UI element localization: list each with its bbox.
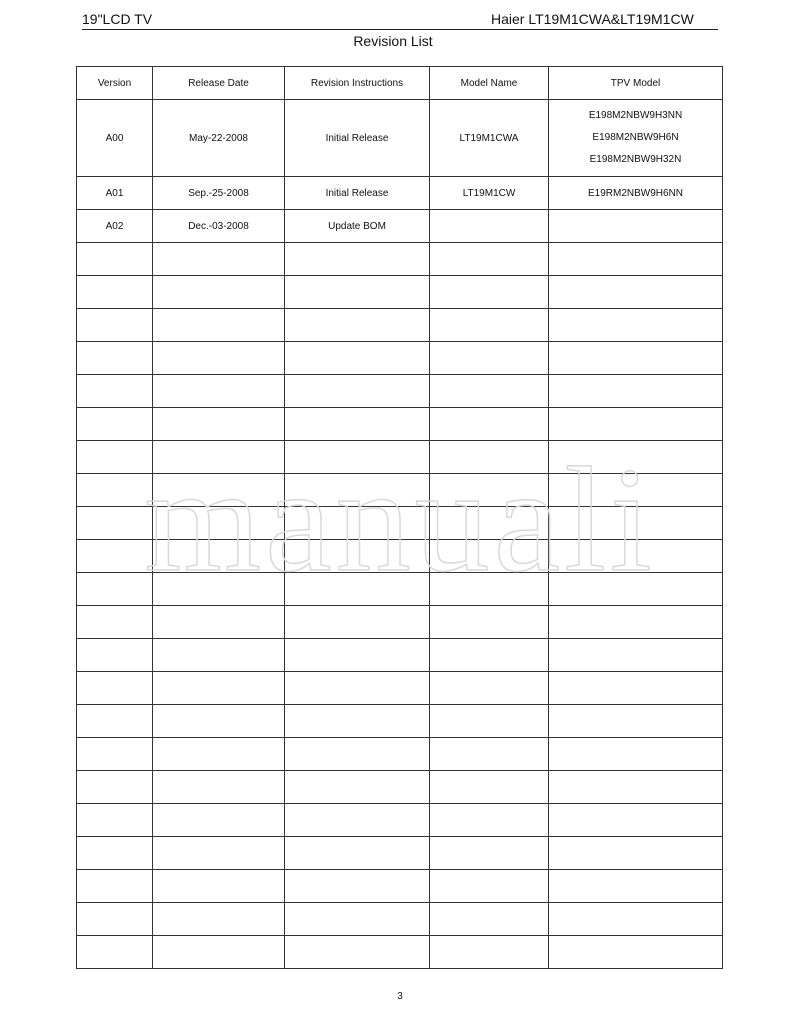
cell-revision-instructions	[285, 342, 430, 375]
table-row-empty	[77, 309, 723, 342]
table-row-empty	[77, 903, 723, 936]
table-row-empty	[77, 243, 723, 276]
watermark-text: manuali	[144, 440, 656, 590]
cell-release-date	[153, 936, 285, 969]
cell-revision-instructions	[285, 441, 430, 474]
cell-model-name	[430, 606, 549, 639]
cell-release-date: May-22-2008	[153, 100, 285, 177]
cell-tpv-model	[549, 276, 723, 309]
table-row-empty	[77, 540, 723, 573]
cell-version	[77, 540, 153, 573]
cell-tpv-model	[549, 243, 723, 276]
cell-revision-instructions: Initial Release	[285, 177, 430, 210]
cell-release-date	[153, 507, 285, 540]
cell-model-name	[430, 408, 549, 441]
cell-version	[77, 375, 153, 408]
column-header-revision-instructions: Revision Instructions	[285, 67, 430, 100]
cell-tpv-model	[549, 936, 723, 969]
cell-release-date	[153, 342, 285, 375]
cell-model-name	[430, 771, 549, 804]
cell-release-date	[153, 243, 285, 276]
cell-revision-instructions	[285, 705, 430, 738]
table-row-empty	[77, 639, 723, 672]
table-row-empty	[77, 573, 723, 606]
cell-version	[77, 705, 153, 738]
cell-version	[77, 408, 153, 441]
cell-tpv-model	[549, 738, 723, 771]
table-row-empty	[77, 936, 723, 969]
cell-model-name	[430, 375, 549, 408]
table-row	[77, 210, 723, 243]
cell-version	[77, 936, 153, 969]
cell-tpv-model	[549, 771, 723, 804]
table-row-empty	[77, 342, 723, 375]
cell-release-date	[153, 606, 285, 639]
cell-release-date: Sep.-25-2008	[153, 177, 285, 210]
tpv-model-entry: E198M2NBW9H3NN	[588, 110, 683, 121]
cell-revision-instructions	[285, 540, 430, 573]
table-row-empty	[77, 507, 723, 540]
cell-model-name	[430, 672, 549, 705]
cell-release-date	[153, 870, 285, 903]
cell-tpv-model	[549, 870, 723, 903]
cell-tpv-model	[549, 804, 723, 837]
cell-revision-instructions	[285, 243, 430, 276]
cell-version	[77, 771, 153, 804]
cell-release-date	[153, 705, 285, 738]
cell-tpv-model	[549, 573, 723, 606]
table-row-empty	[77, 870, 723, 903]
cell-version	[77, 903, 153, 936]
revision-table	[76, 66, 723, 969]
cell-version: A00	[77, 100, 153, 177]
page-number: 3	[397, 991, 403, 1002]
cell-version	[77, 342, 153, 375]
cell-tpv-model	[549, 210, 723, 243]
cell-version	[77, 837, 153, 870]
cell-release-date	[153, 738, 285, 771]
cell-version: A01	[77, 177, 153, 210]
cell-release-date	[153, 639, 285, 672]
column-header-release-date: Release Date	[153, 67, 285, 100]
cell-release-date	[153, 672, 285, 705]
cell-release-date: Dec.-03-2008	[153, 210, 285, 243]
cell-model-name	[430, 705, 549, 738]
column-header-model-name: Model Name	[430, 67, 549, 100]
cell-tpv-model	[549, 474, 723, 507]
cell-model-name	[430, 870, 549, 903]
cell-tpv-model	[549, 342, 723, 375]
cell-revision-instructions	[285, 474, 430, 507]
cell-model-name	[430, 903, 549, 936]
cell-model-name	[430, 441, 549, 474]
cell-model-name	[430, 738, 549, 771]
table-row-empty	[77, 672, 723, 705]
cell-version	[77, 870, 153, 903]
cell-version: A02	[77, 210, 153, 243]
cell-tpv-model	[549, 903, 723, 936]
cell-model-name	[430, 210, 549, 243]
table-row-empty	[77, 375, 723, 408]
cell-release-date	[153, 408, 285, 441]
cell-model-name	[430, 837, 549, 870]
cell-release-date	[153, 276, 285, 309]
cell-release-date	[153, 441, 285, 474]
table-row-empty	[77, 771, 723, 804]
cell-version	[77, 672, 153, 705]
table-row-empty	[77, 738, 723, 771]
table-row-empty	[77, 804, 723, 837]
cell-revision-instructions	[285, 804, 430, 837]
cell-tpv-model	[549, 540, 723, 573]
header-rule	[82, 29, 718, 30]
tpv-model-entry: E198M2NBW9H32N	[589, 154, 682, 165]
cell-version	[77, 276, 153, 309]
cell-model-name: LT19M1CW	[430, 177, 549, 210]
table-row-empty	[77, 441, 723, 474]
cell-revision-instructions	[285, 606, 430, 639]
cell-revision-instructions	[285, 870, 430, 903]
cell-revision-instructions	[285, 936, 430, 969]
cell-model-name	[430, 936, 549, 969]
table-row-empty	[77, 837, 723, 870]
cell-tpv-model	[549, 100, 723, 177]
cell-release-date	[153, 309, 285, 342]
cell-release-date	[153, 804, 285, 837]
cell-release-date	[153, 771, 285, 804]
cell-version	[77, 804, 153, 837]
cell-version	[77, 738, 153, 771]
cell-release-date	[153, 375, 285, 408]
cell-model-name	[430, 540, 549, 573]
cell-tpv-model	[549, 606, 723, 639]
table-row	[77, 100, 723, 177]
cell-release-date	[153, 474, 285, 507]
tpv-model-entry: E198M2NBW9H6N	[592, 132, 679, 143]
cell-model-name	[430, 804, 549, 837]
cell-model-name	[430, 276, 549, 309]
cell-revision-instructions	[285, 408, 430, 441]
cell-release-date	[153, 573, 285, 606]
table-row-empty	[77, 408, 723, 441]
cell-revision-instructions	[285, 309, 430, 342]
cell-model-name	[430, 243, 549, 276]
cell-revision-instructions	[285, 672, 430, 705]
header-model-names: Haier LT19M1CWA&LT19M1CW	[491, 11, 694, 27]
cell-revision-instructions	[285, 738, 430, 771]
cell-revision-instructions	[285, 903, 430, 936]
table-header-row	[77, 67, 723, 100]
cell-tpv-model	[549, 408, 723, 441]
table-row-empty	[77, 276, 723, 309]
cell-tpv-model	[549, 507, 723, 540]
header-product-type: 19"LCD TV	[82, 11, 153, 27]
cell-model-name	[430, 342, 549, 375]
cell-version	[77, 507, 153, 540]
table-body	[77, 100, 723, 969]
cell-revision-instructions: Initial Release	[285, 100, 430, 177]
cell-tpv-model: E19RM2NBW9H6NN	[549, 177, 723, 210]
column-header-tpv-model: TPV Model	[549, 67, 723, 100]
table-row-empty	[77, 606, 723, 639]
cell-revision-instructions	[285, 639, 430, 672]
cell-model-name	[430, 309, 549, 342]
cell-model-name	[430, 573, 549, 606]
page-title: Revision List	[353, 33, 433, 49]
cell-model-name	[430, 507, 549, 540]
cell-version	[77, 474, 153, 507]
cell-revision-instructions	[285, 837, 430, 870]
cell-tpv-model	[549, 309, 723, 342]
cell-tpv-model	[549, 375, 723, 408]
cell-revision-instructions	[285, 771, 430, 804]
cell-tpv-model	[549, 837, 723, 870]
cell-model-name	[430, 474, 549, 507]
cell-version	[77, 441, 153, 474]
cell-model-name	[430, 639, 549, 672]
cell-release-date	[153, 540, 285, 573]
cell-tpv-model	[549, 672, 723, 705]
cell-tpv-model	[549, 441, 723, 474]
table-row-empty	[77, 474, 723, 507]
cell-revision-instructions	[285, 573, 430, 606]
cell-revision-instructions	[285, 375, 430, 408]
table-row	[77, 177, 723, 210]
cell-release-date	[153, 837, 285, 870]
column-header-version: Version	[77, 67, 153, 100]
cell-version	[77, 606, 153, 639]
table-row-empty	[77, 705, 723, 738]
cell-model-name: LT19M1CWA	[430, 100, 549, 177]
cell-tpv-model	[549, 639, 723, 672]
cell-revision-instructions: Update BOM	[285, 210, 430, 243]
cell-release-date	[153, 903, 285, 936]
cell-version	[77, 243, 153, 276]
cell-version	[77, 573, 153, 606]
cell-version	[77, 639, 153, 672]
cell-version	[77, 309, 153, 342]
cell-tpv-model	[549, 705, 723, 738]
cell-revision-instructions	[285, 507, 430, 540]
cell-revision-instructions	[285, 276, 430, 309]
